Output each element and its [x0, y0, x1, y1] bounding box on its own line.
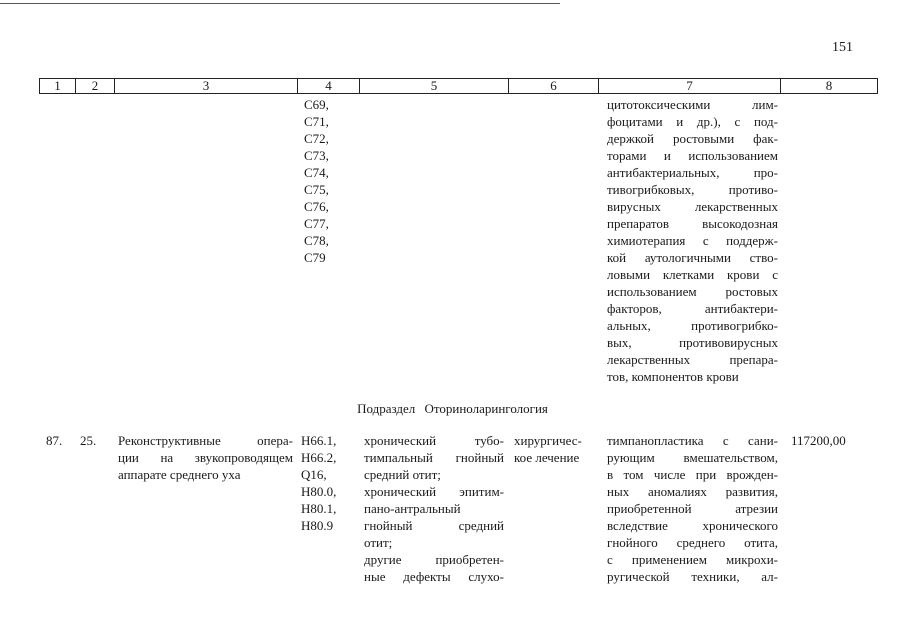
method-line: использованием ростовых — [607, 284, 778, 299]
method-line: в том числе при врожден- — [607, 467, 778, 482]
column-number: 7 — [599, 79, 781, 94]
name-line: Реконструктивные опера- — [118, 433, 293, 448]
code-line: C73, — [304, 148, 329, 163]
column-number: 5 — [360, 79, 509, 94]
column-number: 4 — [298, 79, 360, 94]
method-line: рующим вмешательством, — [607, 450, 778, 465]
method-line: торами и использованием — [607, 148, 778, 163]
method-line: приобретенной атрезии — [607, 501, 778, 516]
prev-row-method — [607, 96, 778, 385]
code-line: H80.1, — [301, 501, 337, 516]
diagnosis-line: тимпальный гнойный — [364, 450, 504, 465]
code-line: C72, — [304, 131, 329, 146]
method-line: вследствие хронического — [607, 518, 778, 533]
diagnosis-line: хронический тубо- — [364, 433, 504, 448]
method-line: цитотоксическими лим- — [607, 97, 778, 112]
method-line: вирусных лекарственных — [607, 199, 778, 214]
diagnosis-line: ные дефекты слухо- — [364, 569, 504, 584]
group-number: 25. — [80, 433, 97, 448]
page-number: 151 — [832, 40, 853, 55]
method-line: факторов, антибактери- — [607, 301, 778, 316]
intervention-name — [118, 432, 293, 483]
method-line: вых, противовирусных — [607, 335, 778, 350]
code-line: H66.2, — [301, 450, 337, 465]
diagnosis-line: пано-антральный — [364, 501, 461, 516]
code-line: C75, — [304, 182, 329, 197]
method-line: держкой ростовыми фак- — [607, 131, 778, 146]
method-line: химиотерапия с поддерж- — [607, 233, 778, 248]
column-number: 2 — [76, 79, 115, 94]
method-line: фоцитами и др.), с под- — [607, 114, 778, 129]
code-line: C79 — [304, 250, 326, 265]
code-line: C69, — [304, 97, 329, 112]
subsection-heading: Подраздел Оториноларингология — [357, 401, 548, 416]
method-line: препаратов высокодозная — [607, 216, 778, 231]
column-number: 6 — [509, 79, 599, 94]
code-line: H66.1, — [301, 433, 337, 448]
diagnosis-line: хронический эпитим- — [364, 484, 504, 499]
column-number: 3 — [115, 79, 298, 94]
name-line: ции на звукопроводящем — [118, 450, 293, 465]
name-line: аппарате среднего уха — [118, 467, 241, 482]
cost-value: 117200,00 — [791, 433, 846, 448]
method-line: ных аномалиях развития, — [607, 484, 778, 499]
method-line: кой аутологичными ство- — [607, 250, 778, 265]
diagnosis-codes — [301, 432, 361, 534]
method-line: тов, компонентов крови — [607, 369, 739, 384]
method-line: лекарственных препара- — [607, 352, 778, 367]
method-line: с применением микрохи- — [607, 552, 778, 567]
column-number: 8 — [781, 79, 878, 94]
method-line: ловыми клетками крови с — [607, 267, 778, 282]
treatment-line: хирургичес- — [514, 433, 582, 448]
code-line: C78, — [304, 233, 329, 248]
row-number: 87. — [46, 433, 63, 448]
code-line: C76, — [304, 199, 329, 214]
method-line: тивогрибковых, противо- — [607, 182, 778, 197]
diagnosis-line: другие приобретен- — [364, 552, 504, 567]
prev-row-codes — [304, 96, 364, 266]
code-line: H80.9 — [301, 518, 334, 533]
code-line: C74, — [304, 165, 329, 180]
code-line: C71, — [304, 114, 329, 129]
code-line: C77, — [304, 216, 329, 231]
diagnosis-line: гнойный средний — [364, 518, 504, 533]
diagnosis-description — [364, 432, 504, 585]
method-line: тимпанопластика с сани- — [607, 433, 778, 448]
method-line: антибактериальных, про- — [607, 165, 778, 180]
treatment-method — [607, 432, 778, 585]
code-line: H80.0, — [301, 484, 337, 499]
diagnosis-line: отит; — [364, 535, 393, 550]
treatment-type — [514, 432, 596, 466]
column-number: 1 — [40, 79, 76, 94]
method-line: альных, противогрибко- — [607, 318, 778, 333]
column-number-header — [39, 78, 878, 94]
method-line: ругической техники, ал- — [607, 569, 778, 584]
treatment-line: кое лечение — [514, 450, 580, 465]
top-rule — [0, 3, 560, 4]
diagnosis-line: средний отит; — [364, 467, 441, 482]
code-line: Q16, — [301, 467, 327, 482]
method-line: гнойного среднего отита, — [607, 535, 778, 550]
